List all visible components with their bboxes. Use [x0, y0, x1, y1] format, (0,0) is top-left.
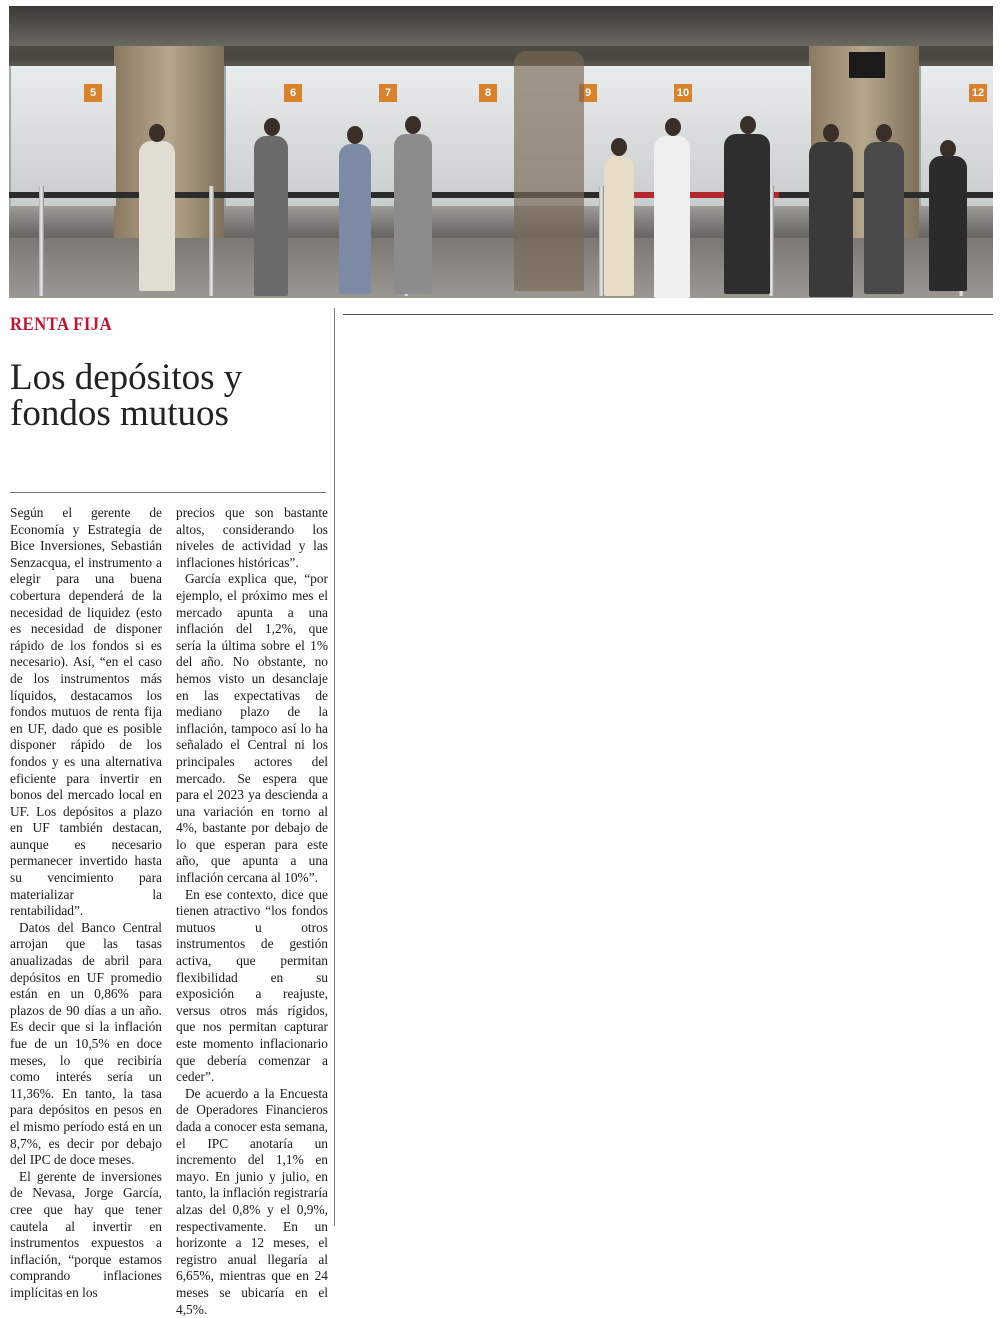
window-number: 7 [379, 84, 397, 102]
paragraph: De acuerdo a la Encuesta de Operadores Financieros dada a conocer esta semana, el IPC anotaría un incremento del 1,1% en mayo. En junio y julio, en tanto, la inflación registraría alzas del 0,8% y el 0,9%, respectivamente. En un horizonte a 12 meses, el registro anual llegaría al 6,65%, mientras que en 24 meses se ubicaría en el 4,5%. [176, 1085, 328, 1317]
person-silhouette [809, 142, 853, 297]
paragraph: Según el gerente de Economía y Estrategia de Bice Inversiones, Sebastián Senzacqua, el instrumento a elegir para una buena cobertura dependerá de la necesidad de liquidez (esto es necesidad de disponer rápido de los fondos si es necesario). Así, “en el caso de los instrumentos más líquidos, destacamos los fondos mutuos de renta fija en UF, dado que es posible disponer rápido de los fondos y es una alternativa eficiente para invertir en bonos del mercado local en UF. Los depósitos a plazo en UF también destacan, aunque es necesario permanecer invertido hasta su vencimiento para materializar la rentabilidad”. [10, 505, 162, 919]
paragraph: El gerente de inversiones de Nevasa, Jorge García, cree que hay que tener cautela al invertir en instrumentos expuestos a inflación, “porque estamos comprando inflaciones implícitas en los [10, 1168, 162, 1300]
queue-display-sign [849, 52, 885, 78]
person-head [823, 124, 839, 142]
queue-post [39, 186, 44, 296]
headline: Los depósitos y fondos mutuos [10, 357, 243, 434]
top-rule [343, 314, 993, 315]
queue-post [209, 186, 214, 296]
article-column-1 [10, 505, 162, 1302]
window-number: 12 [969, 84, 987, 102]
person-silhouette [139, 141, 175, 291]
bank-queue-photo [9, 6, 993, 298]
window-number: 9 [579, 84, 597, 102]
paragraph: En ese contexto, dice que tienen atractivo “los fondos mutuos u otros instrumentos de gestión activa, que permitan flexibilidad en su exposición a reajuste, versus otros más rígidos, que nos permitan capturar este momento inflacionario que debería comenzar a ceder”. [176, 886, 328, 1085]
person-silhouette [654, 136, 690, 298]
paragraph: García explica que, “por ejemplo, el próximo mes el mercado apunta a una inflación del 1,2%, que sería la última sobre el 1% del año. No obstante, no hemos visto un desanclaje en las expectativas de mediano plazo de la inflación, tampoco así lo ha señalado el Central ni los principales actores del mercado. Se espera que para el 2023 ya descienda a una variación en torno al 4%, bastante por debajo de lo que esperan para este año, que apunta a una inflación cercana al 10%”. [176, 571, 328, 886]
paragraph: Datos del Banco Central arrojan que las tasas anualizadas de abril para depósitos en UF promedio están en un 0,86% para plazos de 90 días a un año. Es decir que si la inflación fue de un 10,5% en doce meses, lo que recibiría como interés sería un 11,36%. En tanto, la tasa para depósitos en pesos en el mismo período está en un 8,7%, es decir por debajo del IPC de doce meses. [10, 919, 162, 1168]
person-silhouette [929, 156, 967, 291]
window-number: 10 [674, 84, 692, 102]
paragraph: precios que son bastante altos, considerando los niveles de actividad y las inflaciones históricas”. [176, 505, 328, 570]
person-silhouette [394, 134, 432, 294]
headline-rule [10, 492, 326, 493]
article-column-2 [176, 505, 328, 1318]
person-silhouette [604, 156, 634, 296]
person-head [665, 118, 681, 136]
person-head [611, 138, 627, 156]
window-number: 6 [284, 84, 302, 102]
person-head [264, 118, 280, 136]
person-head [405, 116, 421, 134]
person-silhouette [864, 142, 904, 294]
window-number: 5 [84, 84, 102, 102]
section-kicker: RENTA FIJA [10, 314, 113, 335]
person-head [740, 116, 756, 134]
person-head [149, 124, 165, 142]
person-silhouette [339, 144, 371, 294]
person-head [876, 124, 892, 142]
window-number: 8 [479, 84, 497, 102]
person-head [347, 126, 363, 144]
person-silhouette [254, 136, 288, 296]
person-silhouette-blurred [514, 51, 584, 291]
column-divider [334, 308, 335, 1226]
person-head [940, 140, 956, 158]
photo-ceiling [9, 6, 993, 46]
person-silhouette [724, 134, 770, 294]
